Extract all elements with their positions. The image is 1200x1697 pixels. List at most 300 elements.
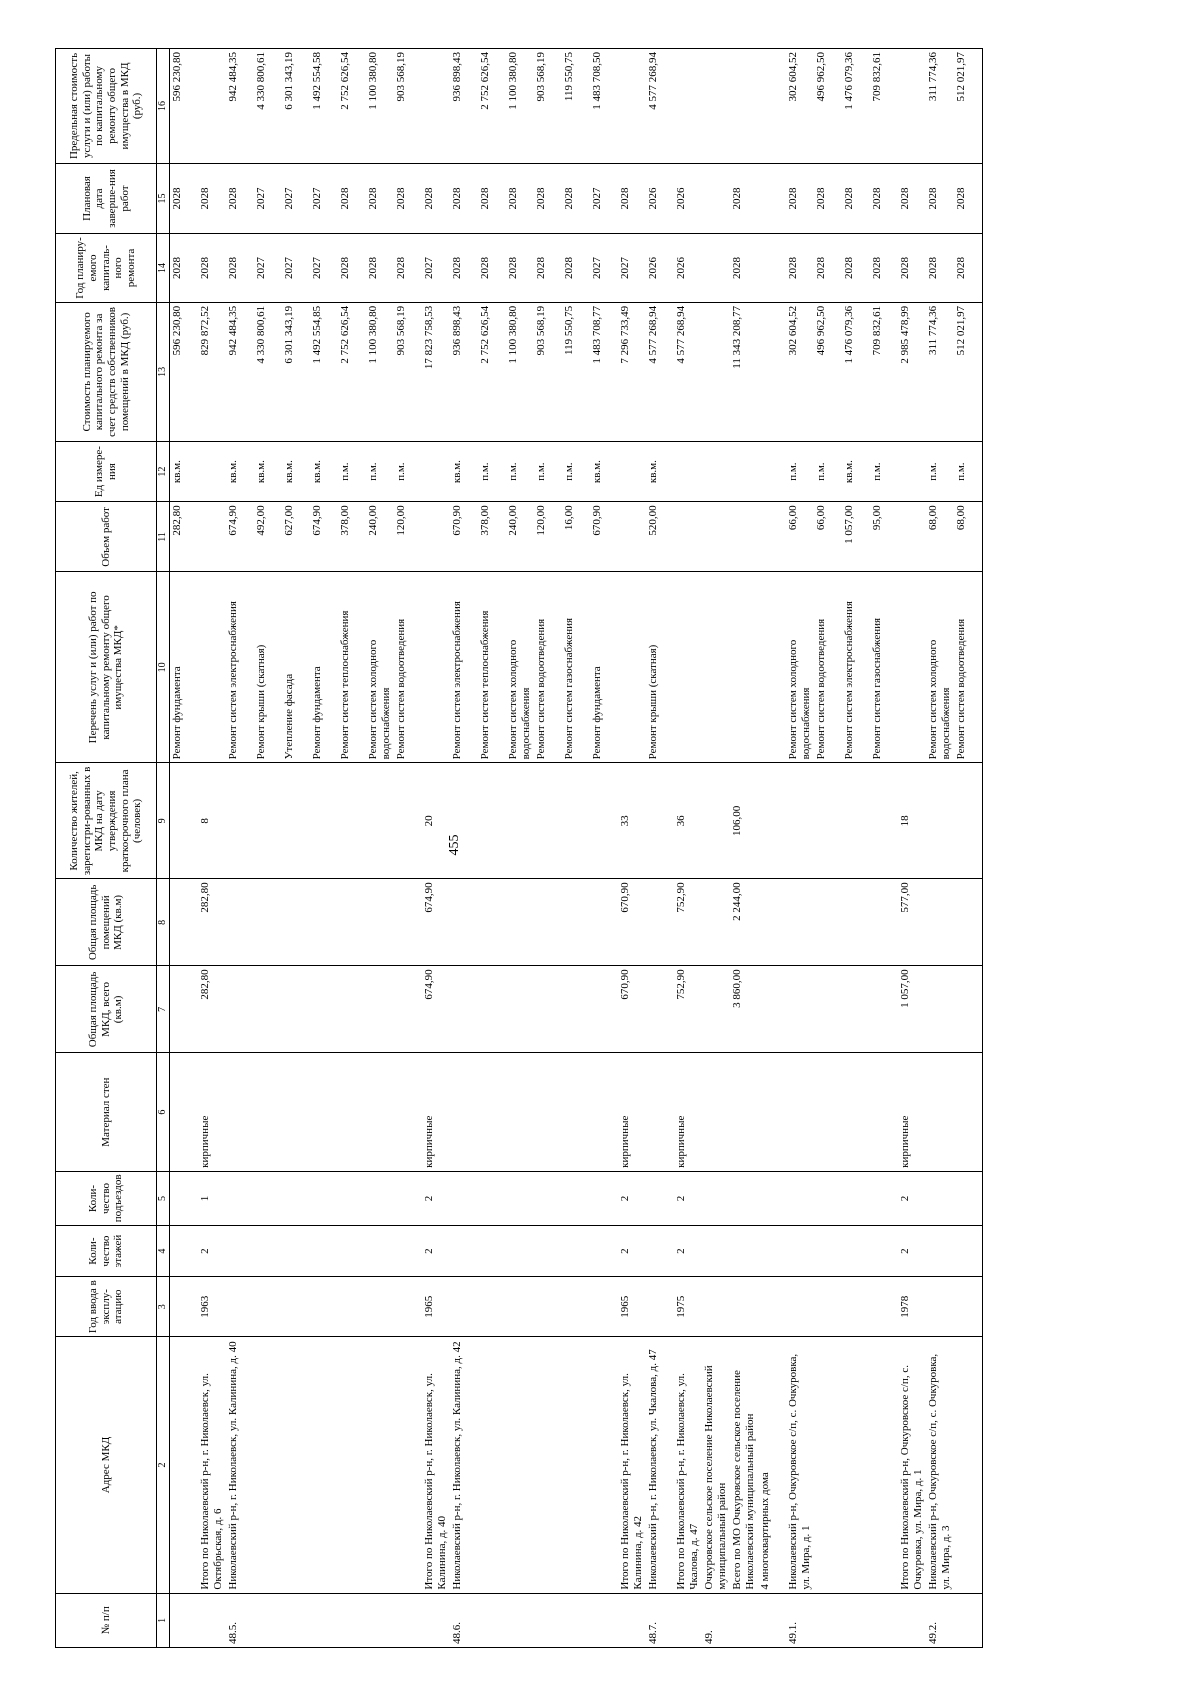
table-cell <box>730 1053 758 1171</box>
table-row <box>646 49 674 1648</box>
table-row <box>898 49 926 1648</box>
column-number-row <box>157 49 170 1648</box>
table-cell <box>842 1337 870 1593</box>
table-cell: 378,00 <box>478 502 506 572</box>
table-cell: 36 <box>674 763 702 879</box>
table-cell <box>534 1171 562 1225</box>
table-cell <box>422 441 450 501</box>
table-cell: 2028 <box>506 163 534 233</box>
table-cell: п.м. <box>870 441 898 501</box>
table-cell <box>842 763 870 879</box>
table-cell: 674,90 <box>422 879 450 966</box>
table-cell: кирпичные <box>618 1053 646 1171</box>
table-cell <box>870 1276 898 1336</box>
table-cell <box>758 502 786 572</box>
table-cell <box>394 1226 422 1277</box>
table-cell: 4 многоквартирных дома <box>758 1337 786 1593</box>
table-cell <box>954 879 983 966</box>
table-cell: 1 100 380,80 <box>366 302 394 441</box>
table-cell <box>870 1053 898 1171</box>
table-cell <box>534 1226 562 1277</box>
table-cell <box>758 1276 786 1336</box>
table-cell <box>422 1593 450 1647</box>
table-cell <box>590 1593 618 1647</box>
table-cell <box>562 1226 590 1277</box>
column-header-3: Год ввода в эксплу-атацию <box>56 1276 157 1336</box>
table-cell <box>702 49 730 164</box>
table-cell <box>702 502 730 572</box>
table-cell <box>310 1337 338 1593</box>
table-cell <box>898 572 926 763</box>
table-cell <box>646 879 674 966</box>
table-cell: Ремонт крыши (скатная) <box>646 572 674 763</box>
table-cell <box>926 879 954 966</box>
table-cell <box>366 1053 394 1171</box>
table-cell: кв.м. <box>310 441 338 501</box>
table-cell <box>758 966 786 1053</box>
table-cell <box>534 1593 562 1647</box>
table-row <box>758 49 786 1648</box>
table-cell <box>310 1226 338 1277</box>
table-row <box>534 49 562 1648</box>
table-cell: Ремонт крыши (скатная) <box>254 572 282 763</box>
table-cell: 20 <box>422 763 450 879</box>
table-cell <box>954 1276 983 1336</box>
table-cell: 2028 <box>926 234 954 303</box>
table-cell: 829 872,52 <box>198 302 226 441</box>
table-row <box>590 49 618 1648</box>
table-cell <box>254 966 282 1053</box>
table-cell <box>478 1171 506 1225</box>
table-cell <box>366 1337 394 1593</box>
table-cell <box>450 1053 478 1171</box>
table-cell <box>338 966 366 1053</box>
table-cell: кв.м. <box>170 441 199 501</box>
table-cell <box>954 1171 983 1225</box>
table-cell <box>758 1053 786 1171</box>
table-cell <box>786 1226 814 1277</box>
table-cell <box>702 163 730 233</box>
table-cell: 670,90 <box>618 879 646 966</box>
table-row <box>422 49 450 1648</box>
table-cell <box>702 302 730 441</box>
table-cell: 2027 <box>310 163 338 233</box>
table-cell: 17 823 758,53 <box>422 302 450 441</box>
table-cell: Очкуровское сельское поселение Николаевский муниципальный район <box>702 1337 730 1593</box>
table-row <box>842 49 870 1648</box>
table-cell <box>898 49 926 164</box>
table-cell <box>814 1171 842 1225</box>
table-cell: 2028 <box>842 163 870 233</box>
table-cell: 2028 <box>562 234 590 303</box>
table-cell: 2028 <box>478 163 506 233</box>
table-cell <box>338 1171 366 1225</box>
column-header-6: Материал стен <box>56 1053 157 1171</box>
column-number-14: 14 <box>157 234 170 303</box>
table-cell <box>254 763 282 879</box>
table-row <box>282 49 310 1648</box>
table-cell: 2 752 626,54 <box>478 302 506 441</box>
table-cell: Николаевский р-н, г. Николаевск, ул. Калинина, д. 40 <box>226 1337 254 1593</box>
table-cell: 2027 <box>422 234 450 303</box>
table-cell: 903 568,19 <box>534 49 562 164</box>
table-cell <box>422 502 450 572</box>
table-cell <box>814 1226 842 1277</box>
table-cell <box>366 966 394 1053</box>
table-cell: Ремонт систем холодного водоснабжения <box>506 572 534 763</box>
table-cell: 2027 <box>310 234 338 303</box>
table-cell: 33 <box>618 763 646 879</box>
table-cell <box>730 572 758 763</box>
table-cell <box>786 1171 814 1225</box>
table-cell: 106,00 <box>730 763 758 879</box>
column-number-5: 5 <box>157 1171 170 1225</box>
table-cell: 942 484,35 <box>226 49 254 164</box>
table-cell <box>282 763 310 879</box>
table-cell <box>394 879 422 966</box>
table-cell: 240,00 <box>366 502 394 572</box>
table-cell <box>646 1226 674 1277</box>
table-row <box>674 49 702 1648</box>
table-cell <box>506 1053 534 1171</box>
table-cell: 596 230,80 <box>170 302 199 441</box>
table-cell: 2 <box>674 1226 702 1277</box>
table-cell: Ремонт систем холодного водоснабжения <box>926 572 954 763</box>
table-cell: 8 <box>198 763 226 879</box>
table-cell <box>786 879 814 966</box>
table-cell <box>758 1226 786 1277</box>
table-cell <box>254 879 282 966</box>
column-header-2: Адрес МКД <box>56 1337 157 1593</box>
table-cell <box>226 1171 254 1225</box>
table-row <box>702 49 730 1648</box>
table-cell <box>842 1226 870 1277</box>
table-cell <box>954 1593 983 1647</box>
table-cell: 2028 <box>394 234 422 303</box>
table-cell <box>198 441 226 501</box>
table-cell <box>282 1053 310 1171</box>
table-cell: 378,00 <box>338 502 366 572</box>
table-cell: 2028 <box>366 234 394 303</box>
table-cell <box>814 1276 842 1336</box>
table-cell: 752,90 <box>674 966 702 1053</box>
table-cell: п.м. <box>534 441 562 501</box>
table-cell <box>702 763 730 879</box>
table-cell: п.м. <box>394 441 422 501</box>
table-cell <box>702 1226 730 1277</box>
table-cell: 2027 <box>590 163 618 233</box>
table-cell: 936 898,43 <box>450 302 478 441</box>
table-cell: кирпичные <box>422 1053 450 1171</box>
column-number-16: 16 <box>157 49 170 164</box>
table-cell: 674,90 <box>422 966 450 1053</box>
table-cell <box>590 966 618 1053</box>
table-cell: кв.м. <box>282 441 310 501</box>
table-cell <box>478 1593 506 1647</box>
table-cell: 282,80 <box>170 502 199 572</box>
table-cell <box>562 879 590 966</box>
table-cell: 2 <box>422 1171 450 1225</box>
table-cell <box>674 49 702 164</box>
table-cell <box>954 763 983 879</box>
table-cell: кирпичные <box>674 1053 702 1171</box>
table-cell: 2028 <box>954 234 983 303</box>
table-cell: 6 301 343,19 <box>282 49 310 164</box>
table-cell: 520,00 <box>646 502 674 572</box>
table-row <box>338 49 366 1648</box>
table-cell <box>898 1593 926 1647</box>
table-cell <box>310 1593 338 1647</box>
table-cell <box>282 879 310 966</box>
table-cell: Ремонт систем газоснабжения <box>870 572 898 763</box>
table-cell: 512 021,97 <box>954 302 983 441</box>
table-cell <box>450 879 478 966</box>
table-cell: Ремонт систем электроснабжения <box>450 572 478 763</box>
table-cell: 2028 <box>618 163 646 233</box>
table-cell: 311 774,36 <box>926 49 954 164</box>
table-cell: 48.5. <box>226 1593 254 1647</box>
table-cell <box>170 763 199 879</box>
table-cell: п.м. <box>506 441 534 501</box>
table-cell <box>590 1337 618 1593</box>
table-cell <box>562 763 590 879</box>
table-cell: 1 057,00 <box>842 502 870 572</box>
table-cell <box>842 1053 870 1171</box>
table-cell: 282,80 <box>198 879 226 966</box>
table-cell: 11 343 208,77 <box>730 302 758 441</box>
table-cell <box>506 1226 534 1277</box>
table-cell: 2028 <box>926 163 954 233</box>
table-cell: 49. <box>702 1593 730 1647</box>
table-cell: 903 568,19 <box>534 302 562 441</box>
table-cell: 2 <box>198 1226 226 1277</box>
table-cell <box>450 1171 478 1225</box>
column-header-8: Общая площадь помещений МКД (кв.м) <box>56 879 157 966</box>
table-cell: 18 <box>898 763 926 879</box>
table-cell: 119 550,75 <box>562 302 590 441</box>
table-cell: п.м. <box>926 441 954 501</box>
column-number-4: 4 <box>157 1226 170 1277</box>
table-cell: 903 568,19 <box>394 49 422 164</box>
table-cell: 16,00 <box>562 502 590 572</box>
table-cell <box>926 763 954 879</box>
table-cell: п.м. <box>562 441 590 501</box>
table-cell <box>226 879 254 966</box>
table-cell: 2028 <box>422 163 450 233</box>
table-cell <box>170 1171 199 1225</box>
table-cell <box>310 763 338 879</box>
table-cell <box>366 1171 394 1225</box>
table-cell <box>534 1337 562 1593</box>
table-cell <box>730 1226 758 1277</box>
table-cell <box>562 1171 590 1225</box>
table-header <box>56 49 170 1648</box>
table-cell <box>478 1226 506 1277</box>
table-cell: 1 100 380,80 <box>366 49 394 164</box>
table-cell: 1 057,00 <box>898 966 926 1053</box>
table-cell: Ремонт систем холодного водоснабжения <box>786 572 814 763</box>
table-cell: 4 330 800,61 <box>254 302 282 441</box>
table-cell: Итого по Николаевский р-н, г. Николаевск, ул. Калинина, д. 42 <box>618 1337 646 1593</box>
table-cell: кв.м. <box>450 441 478 501</box>
table-cell: кв.м. <box>646 441 674 501</box>
table-cell <box>562 1276 590 1336</box>
table-cell <box>590 763 618 879</box>
table-cell <box>674 502 702 572</box>
table-cell: Николаевский р-н, г. Николаевск, ул. Калинина, д. 42 <box>450 1337 478 1593</box>
rotated-page <box>55 48 1183 1648</box>
table-cell <box>394 1171 422 1225</box>
table-cell <box>730 441 758 501</box>
table-row <box>366 49 394 1648</box>
table-cell: 68,00 <box>926 502 954 572</box>
table-cell <box>590 1226 618 1277</box>
table-cell <box>282 1337 310 1593</box>
table-cell <box>786 1053 814 1171</box>
table-cell: 492,00 <box>254 502 282 572</box>
table-cell: 2028 <box>198 234 226 303</box>
table-row <box>618 49 646 1648</box>
table-cell: 2028 <box>786 234 814 303</box>
table-cell <box>758 879 786 966</box>
table-cell: 66,00 <box>786 502 814 572</box>
table-cell: 496 962,50 <box>814 49 842 164</box>
table-cell <box>646 966 674 1053</box>
table-cell <box>394 1593 422 1647</box>
table-cell: 4 577 268,94 <box>646 49 674 164</box>
table-cell <box>450 1226 478 1277</box>
table-cell <box>478 763 506 879</box>
table-cell <box>394 1276 422 1336</box>
table-cell: 48.6. <box>450 1593 478 1647</box>
table-cell: 2026 <box>646 234 674 303</box>
table-cell <box>758 572 786 763</box>
table-cell <box>282 1593 310 1647</box>
table-cell <box>870 763 898 879</box>
table-cell: 1 492 554,85 <box>310 302 338 441</box>
table-cell: 2028 <box>870 234 898 303</box>
table-cell <box>758 302 786 441</box>
table-cell <box>926 1276 954 1336</box>
column-number-7: 7 <box>157 966 170 1053</box>
table-cell <box>870 1337 898 1593</box>
table-cell: 49.2. <box>926 1593 954 1647</box>
table-cell: 2 <box>674 1171 702 1225</box>
table-cell <box>590 879 618 966</box>
table-cell: 2028 <box>898 234 926 303</box>
table-row <box>254 49 282 1648</box>
table-cell: кв.м. <box>254 441 282 501</box>
table-cell <box>338 1053 366 1171</box>
table-cell <box>478 1337 506 1593</box>
table-cell <box>366 1226 394 1277</box>
table-cell <box>926 966 954 1053</box>
table-cell <box>338 1276 366 1336</box>
column-header-9: Количество жителей, зарегистри-рованных в МКД на дату утверждения краткосрочного плана (человек) <box>56 763 157 879</box>
column-header-12: Ед измере-ния <box>56 441 157 501</box>
table-cell <box>478 1053 506 1171</box>
table-cell: 709 832,61 <box>870 49 898 164</box>
column-number-12: 12 <box>157 441 170 501</box>
table-cell: Ремонт систем водоотведения <box>814 572 842 763</box>
table-cell <box>702 572 730 763</box>
column-number-10: 10 <box>157 572 170 763</box>
table-cell <box>198 502 226 572</box>
table-row <box>198 49 226 1648</box>
table-cell <box>534 1276 562 1336</box>
table-cell <box>842 1276 870 1336</box>
table-cell <box>562 966 590 1053</box>
table-cell: 302 604,52 <box>786 302 814 441</box>
table-cell <box>646 763 674 879</box>
header-row <box>56 49 157 1648</box>
table-cell: 4 577 268,94 <box>674 302 702 441</box>
table-cell: Итого по Николаевский р-н, г. Николаевск, ул. Калинина, д. 40 <box>422 1337 450 1593</box>
table-cell: п.м. <box>338 441 366 501</box>
column-header-15: Плановая дата заверше-ния работ <box>56 163 157 233</box>
table-cell <box>618 49 646 164</box>
table-cell <box>450 1276 478 1336</box>
table-cell <box>842 1593 870 1647</box>
table-cell: 2028 <box>366 163 394 233</box>
table-cell <box>282 966 310 1053</box>
table-cell: 1965 <box>422 1276 450 1336</box>
table-cell: Ремонт систем газоснабжения <box>562 572 590 763</box>
column-header-14: Год планиру-емого капиталь-ного ремонта <box>56 234 157 303</box>
table-cell: Николаевский р-н, Очкуровское с/п, с. Очкуровка, ул. Мира, д. 1 <box>786 1337 814 1593</box>
table-cell: 6 301 343,19 <box>282 302 310 441</box>
table-row <box>310 49 338 1648</box>
table-cell <box>674 441 702 501</box>
table-row <box>926 49 954 1648</box>
table-cell: 670,90 <box>590 502 618 572</box>
column-header-13: Стоимость планируемого капитального ремонта за счет средств собственников помещений в МКД (руб.) <box>56 302 157 441</box>
table-cell: 2028 <box>338 163 366 233</box>
table-cell <box>338 1226 366 1277</box>
table-cell: 120,00 <box>394 502 422 572</box>
table-row <box>394 49 422 1648</box>
table-cell: 119 550,75 <box>562 49 590 164</box>
table-cell: Ремонт систем водоотведения <box>954 572 983 763</box>
table-cell <box>366 763 394 879</box>
table-cell: 942 484,35 <box>226 302 254 441</box>
table-cell <box>814 879 842 966</box>
table-cell <box>450 966 478 1053</box>
table-cell: 2028 <box>170 234 199 303</box>
column-header-7: Общая площадь МКД, всего (кв.м) <box>56 966 157 1053</box>
table-cell <box>254 1337 282 1593</box>
table-cell: 2027 <box>282 234 310 303</box>
column-number-9: 9 <box>157 763 170 879</box>
table-cell <box>730 502 758 572</box>
table-cell <box>198 49 226 164</box>
table-cell <box>758 441 786 501</box>
table-cell <box>534 966 562 1053</box>
table-cell: 120,00 <box>534 502 562 572</box>
table-cell: 2028 <box>394 163 422 233</box>
table-cell <box>646 1276 674 1336</box>
table-cell <box>310 966 338 1053</box>
table-cell: 1 476 079,36 <box>842 302 870 441</box>
table-cell <box>450 763 478 879</box>
table-cell: 670,90 <box>450 502 478 572</box>
table-cell <box>926 1171 954 1225</box>
table-row <box>450 49 478 1648</box>
table-cell: 670,90 <box>618 966 646 1053</box>
table-cell <box>786 763 814 879</box>
table-cell <box>170 1053 199 1171</box>
table-cell: 68,00 <box>954 502 983 572</box>
